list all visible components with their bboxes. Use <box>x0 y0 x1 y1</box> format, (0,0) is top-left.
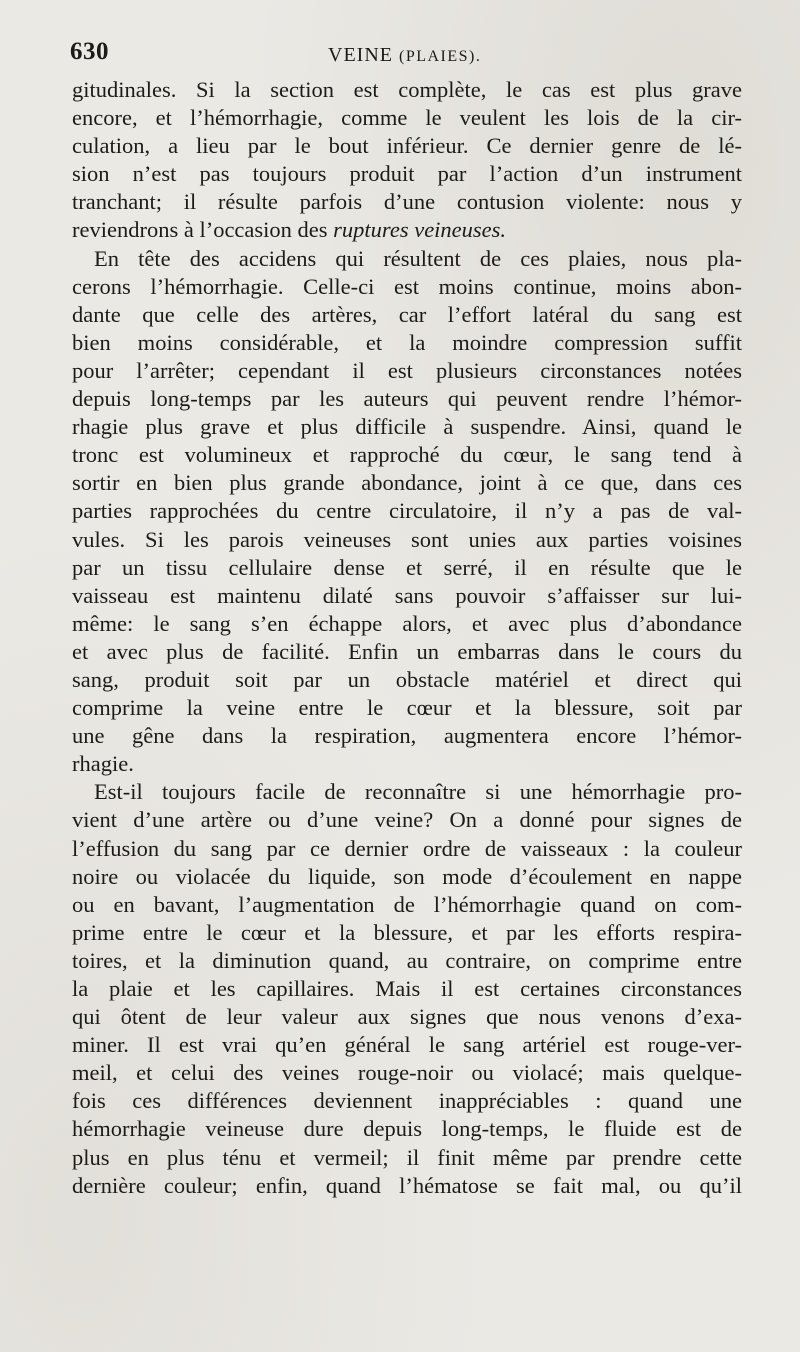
text-line: miner. Il est vrai qu’en général le sang artériel est rouge-ver- <box>72 1032 742 1058</box>
text-line: même: le sang s’en échappe alors, et avec plus d’abondance <box>72 610 742 636</box>
text-line: la plaie et les capillaires. Mais il est certaines circonstances <box>72 976 742 1001</box>
text-line: vaisseau est maintenu dilaté sans pouvoir s’affaisser sur lui- <box>72 582 742 608</box>
text-line: hémorrhagie veineuse dure depuis long-temps, le fluide est de <box>72 1116 742 1142</box>
text-line: ou en bavant, l’augmentation de l’hémorrhagie quand on com- <box>72 891 742 917</box>
text-line: vient d’une artère ou d’une veine? On a donné pour signes de <box>72 807 742 833</box>
text-line: noire ou violacée du liquide, son mode d’écoulement en nappe <box>72 863 742 889</box>
text-line: qui ôtent de leur valeur aux signes que nous venons d’exa- <box>72 1004 742 1030</box>
text-line: cerons l’hémorrhagie. Celle-ci est moins continue, moins abon- <box>72 273 742 299</box>
text-line: culation, a lieu par le bout inférieur. Ce dernier genre de lé- <box>72 133 742 159</box>
text-line-prefix: reviendrons à l’occasion des <box>72 217 334 243</box>
italic-term: ruptures veineuses. <box>333 217 507 243</box>
text-line: fois ces différences deviennent inappréciables : quand une <box>72 1088 742 1114</box>
text-line: par un tissu cellulaire dense et serré, il en résulte que le <box>72 554 742 580</box>
page-number: 630 <box>70 38 109 65</box>
text-line: prime entre le cœur et la blessure, et par les efforts respira- <box>72 919 742 945</box>
text-line: rhagie. <box>72 751 134 777</box>
text-line: parties rapprochées du centre circulatoire, il n’y a pas de val- <box>72 498 742 524</box>
text-line: toires, et la diminution quand, au contraire, on comprime entre <box>72 947 742 973</box>
text-line: sang, produit soit par un obstacle matériel et direct qui <box>72 666 742 692</box>
text-line: gitudinales. Si la section est complète, le cas est plus grave <box>72 77 742 102</box>
text-line: et avec plus de facilité. Enfin un embarras dans le cours du <box>72 638 742 664</box>
text-line: plus en plus ténu et vermeil; il finit même par prendre cette <box>72 1144 742 1170</box>
text-line: l’effusion du sang par ce dernier ordre de vaisseaux : la couleur <box>72 835 742 861</box>
text-line: dernière couleur; enfin, quand l’hématose se fait mal, ou qu’il <box>72 1172 742 1198</box>
text-line: encore, et l’hémorrhagie, comme le veulent les lois de la cir- <box>72 105 742 131</box>
running-title-main: VEINE <box>328 44 393 66</box>
paragraph-2 <box>72 245 742 779</box>
running-title-paren: (PLAIES). <box>398 48 482 65</box>
paragraph-3 <box>72 778 742 1199</box>
text-line: tranchant; il résulte parfois d’une contusion violente: nous y <box>72 189 742 215</box>
running-title <box>328 44 481 67</box>
text-line: une gêne dans la respiration, augmentera encore l’hémor- <box>72 723 742 749</box>
text-line <box>72 216 742 244</box>
text-line: En tête des accidens qui résultent de ces plaies, nous pla- <box>94 245 742 271</box>
page-header <box>70 38 742 74</box>
text-line: sortir en bien plus grande abondance, joint à ce que, dans ces <box>72 470 742 496</box>
body-text <box>72 76 742 1200</box>
text-line: comprime la veine entre le cœur et la blessure, soit par <box>72 695 742 721</box>
text-line: Est-il toujours facile de reconnaître si une hémorrhagie pro- <box>94 779 742 805</box>
text-line: meil, et celui des veines rouge-noir ou violacé; mais quelque- <box>72 1060 742 1086</box>
text-line: rhagie plus grave et plus difficile à suspendre. Ainsi, quand le <box>72 414 742 440</box>
text-line: bien moins considérable, et la moindre compression suffit <box>72 329 742 355</box>
text-line: dante que celle des artères, car l’effort latéral du sang est <box>72 301 742 327</box>
paragraph-1 <box>72 76 742 245</box>
text-line: sion n’est pas toujours produit par l’action d’un instrument <box>72 161 742 187</box>
text-line: depuis long-temps par les auteurs qui peuvent rendre l’hémor- <box>72 386 742 412</box>
text-line: pour l’arrêter; cependant il est plusieurs circonstances notées <box>72 357 742 383</box>
text-line: tronc est volumineux et rapproché du cœur, le sang tend à <box>72 442 742 468</box>
text-line: vules. Si les parois veineuses sont unies aux parties voisines <box>72 526 742 552</box>
